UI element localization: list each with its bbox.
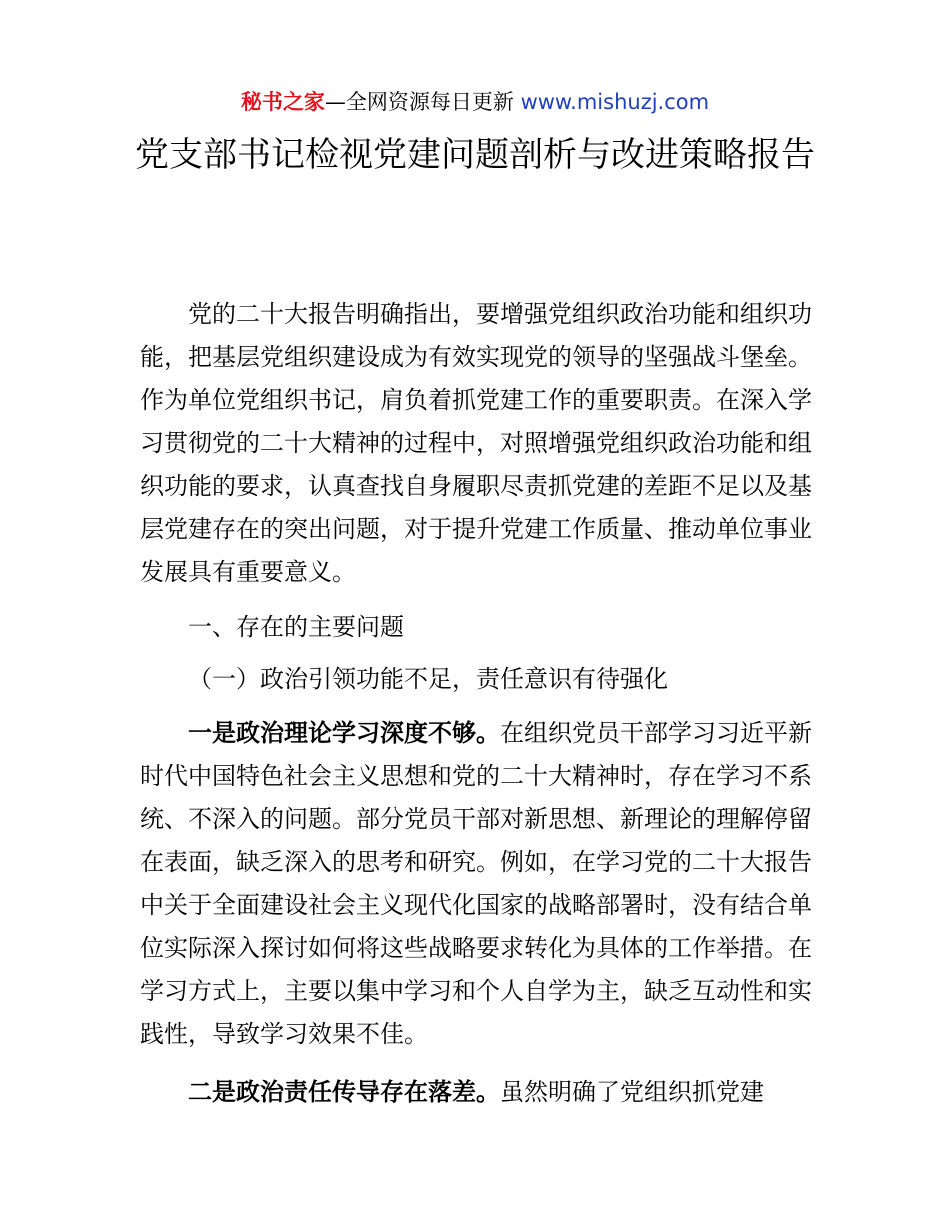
subsection-heading: （一）政治引领功能不足，责任意识有待强化 [188, 665, 668, 693]
intro-paragraph: 党的二十大报告明确指出，要增强党组织政治功能和组织功能，把基层党组织建设成为有效实现党的领导的坚强战斗堡垒。作为单位党组织书记，肩负着抓党建工作的重要职责。在深入学习贯彻党的二十大精神的过程中，对照增强党组织政治功能和组织功能的要求，认真查找自身履职尽责抓党建的差距不足以及基层党建存在的突出问题，对于提升党建工作质量、推动单位事业发展具有重要意义。 [140, 300, 812, 586]
header-slogan: —全网资源每日更新 [324, 90, 521, 114]
site-header [0, 88, 950, 116]
point-text: 虽然明确了党组织抓党建 [500, 1078, 764, 1106]
brand-name: 秘书之家 [240, 90, 325, 114]
point-lead: 二是政治责任传导存在落差。 [188, 1078, 500, 1106]
section-heading: 一、存在的主要问题 [188, 613, 404, 641]
point-paragraph [140, 712, 812, 1056]
point-lead: 一是政治理论学习深度不够。 [188, 719, 500, 747]
site-url-link[interactable]: www.mishuzj.com [520, 90, 710, 114]
document-title: 党支部书记检视党建问题剖析与改进策略报告 [135, 135, 815, 175]
point-paragraph [140, 1071, 812, 1114]
point-text: 在组织党员干部学习习近平新时代中国特色社会主义思想和党的二十大精神时，存在学习不系统、不深入的问题。部分党员干部对新思想、新理论的理解停留在表面，缺乏深入的思考和研究。例如，在学习党的二十大报告中关于全面建设社会主义现代化国家的战略部署时，没有结合单位实际深入探讨如何将这些战略要求转化为具体的工作举措。在学习方式上，主要以集中学习和个人自学为主，缺乏互动性和实践性，导致学习效果不佳。 [140, 719, 812, 1048]
document-body [140, 293, 812, 1114]
